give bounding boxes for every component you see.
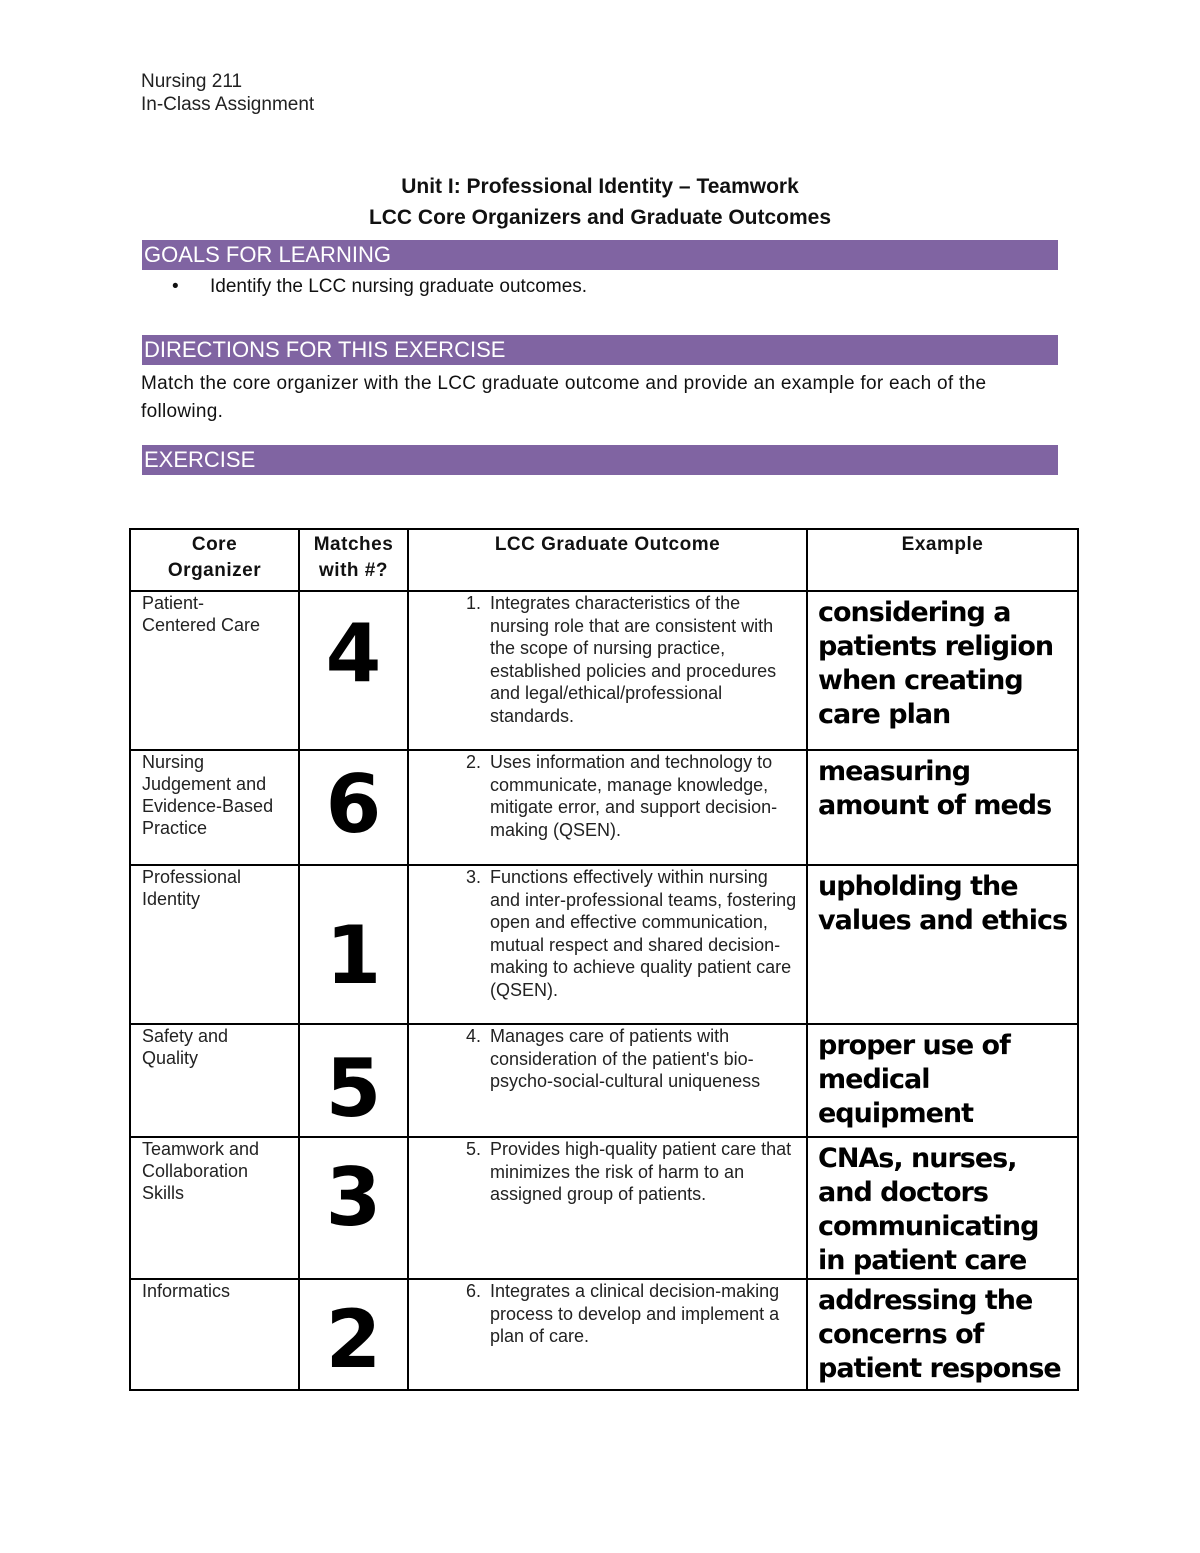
match-cell: [299, 1024, 408, 1137]
organizer-cell: Informatics: [130, 1279, 299, 1390]
match-number: 4: [325, 607, 382, 700]
outcome-cell: [408, 591, 807, 750]
bullet-icon: •: [172, 276, 179, 297]
match-number: 2: [325, 1293, 382, 1386]
match-number: 6: [325, 758, 382, 851]
example-cell: [807, 591, 1078, 750]
directions-heading: DIRECTIONS FOR THIS EXERCISE: [142, 335, 1058, 365]
goals-heading: GOALS FOR LEARNING: [142, 240, 1058, 270]
example-cell: [807, 1024, 1078, 1137]
outcome-number: 5.: [465, 1139, 481, 1159]
directions-text: Match the core organizer with the LCC graduate outcome and provide an example for each of the following.: [141, 373, 987, 422]
match-number: 1: [325, 909, 382, 1002]
table-row: [130, 591, 1078, 750]
organizer-cell: Patient-Centered Care: [130, 591, 299, 750]
handwritten-example: considering a patients religion when creating care plan: [818, 597, 1054, 730]
match-number: 3: [325, 1151, 382, 1244]
handwritten-example: measuring amount of meds: [818, 756, 1052, 821]
table-row: [130, 1024, 1078, 1137]
handwritten-example: addressing the concerns of patient response: [818, 1285, 1061, 1384]
outcome-cell: [408, 865, 807, 1024]
outcome-cell: [408, 1279, 807, 1390]
assignment-type: In-Class Assignment: [141, 94, 315, 115]
outcome-number: 2.: [465, 752, 481, 772]
match-cell: [299, 591, 408, 750]
goals-item-text: Identify the LCC nursing graduate outcomes.: [210, 276, 588, 297]
example-cell: [807, 1279, 1078, 1390]
match-cell: [299, 750, 408, 865]
col-header-outcome: LCC Graduate Outcome: [408, 529, 807, 591]
col-header-organizer: Core Organizer: [130, 529, 299, 591]
outcome-text: Provides high-quality patient care that minimizes the risk of harm to an assigned group of patients.: [490, 1139, 792, 1204]
outcome-cell: [408, 1137, 807, 1279]
doc-subtitle: LCC Core Organizers and Graduate Outcomes: [368, 206, 832, 229]
example-cell: [807, 1137, 1078, 1279]
table-row: [130, 1137, 1078, 1279]
col-header-match: Matches with #?: [299, 529, 408, 591]
outcome-cell: [408, 1024, 807, 1137]
outcome-cell: [408, 750, 807, 865]
outcome-text: Manages care of patients with consideration of the patient's bio-psycho-social-cultural uniqueness: [490, 1026, 761, 1091]
col-header-example: Example: [807, 529, 1078, 591]
outcome-number: 3.: [465, 867, 481, 887]
example-cell: [807, 750, 1078, 865]
match-cell: [299, 1137, 408, 1279]
exercise-heading: EXERCISE: [142, 445, 1058, 475]
outcome-text: Integrates a clinical decision-making process to develop and implement a plan of care.: [490, 1281, 780, 1346]
example-cell: [807, 865, 1078, 1024]
doc-title: Unit I: Professional Identity – Teamwork: [401, 175, 799, 198]
course-name: Nursing 211: [141, 71, 243, 92]
table-row: [130, 750, 1078, 865]
outcome-number: 6.: [465, 1281, 481, 1301]
handwritten-example: proper use of medical equipment: [818, 1030, 1010, 1129]
organizer-cell: Teamwork and Collaboration Skills: [130, 1137, 299, 1279]
match-cell: [299, 1279, 408, 1390]
goals-item: [172, 276, 587, 298]
outcome-text: Functions effectively within nursing and inter-professional teams, fostering open and effective communication, mutual respect and shared decision-making to achieve quality patient care (QSEN).: [490, 867, 797, 1000]
exercise-table: [129, 528, 1079, 1391]
outcome-text: Integrates characteristics of the nursing role that are consistent with the scope of nursing practice, established policies and procedures and legal/ethical/professional standards.: [490, 593, 777, 726]
handwritten-example: upholding the values and ethics: [818, 871, 1068, 936]
outcome-number: 4.: [465, 1026, 481, 1046]
outcome-number: 1.: [465, 593, 481, 613]
match-cell: [299, 865, 408, 1024]
table-header-row: [130, 529, 1078, 591]
match-number: 5: [325, 1042, 382, 1135]
handwritten-example: CNAs, nurses, and doctors communicating in patient care: [818, 1143, 1039, 1276]
table-row: [130, 865, 1078, 1024]
organizer-cell: Safety and Quality: [130, 1024, 299, 1137]
table-row: [130, 1279, 1078, 1390]
organizer-cell: Professional Identity: [130, 865, 299, 1024]
organizer-cell: Nursing Judgement and Evidence-Based Practice: [130, 750, 299, 865]
outcome-text: Uses information and technology to communicate, manage knowledge, mitigate error, and support decision-making (QSEN).: [490, 752, 778, 840]
